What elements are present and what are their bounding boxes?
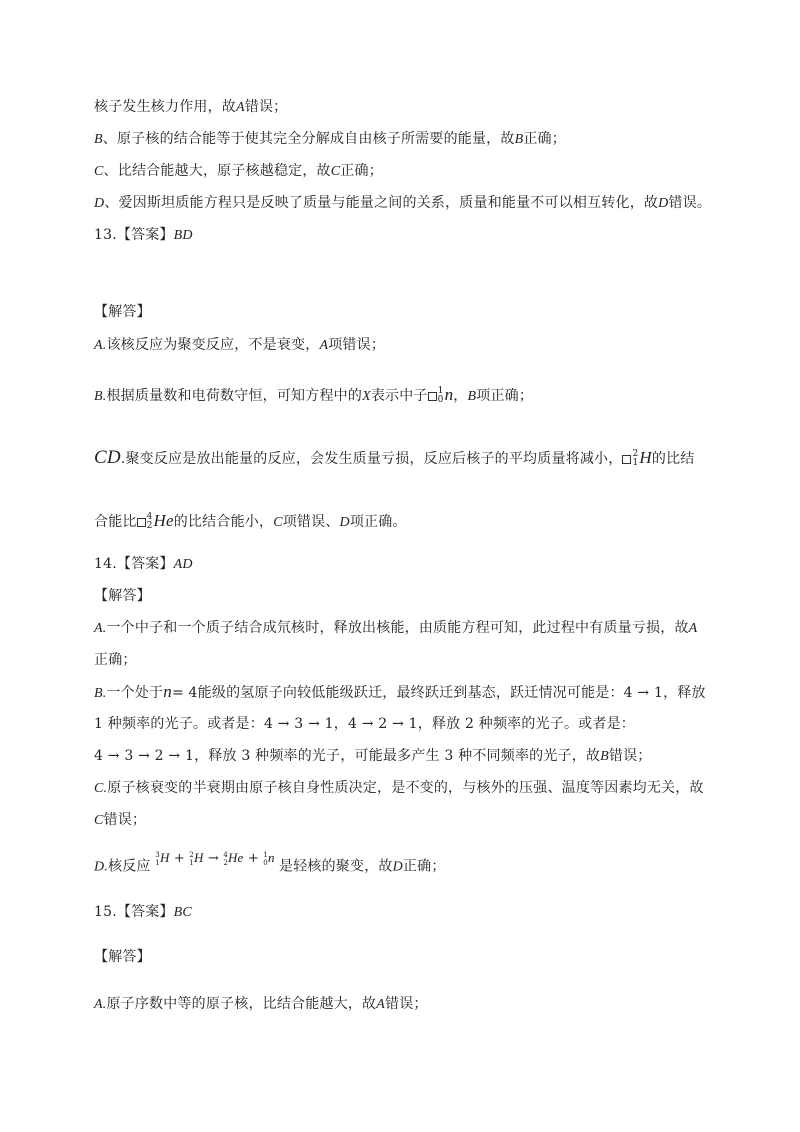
atomic-number: 1 [155, 858, 160, 867]
text: 原子核衰变的半衰期由原子核自身性质决定，是不变的，与核外的压强、温度等因素均无关，故 [107, 780, 704, 796]
text-line [94, 810, 146, 831]
mass-number: 4 [223, 850, 228, 859]
option-letter: A. [94, 338, 107, 353]
text-line [94, 714, 635, 734]
option-letter: B [467, 389, 477, 404]
option-letter: B. [94, 389, 107, 404]
variable: n [163, 682, 172, 701]
text: 、原子核的结合能等于使其完全分解成自由核子所需要的能量，故 [102, 131, 515, 147]
option-letter: B [600, 749, 609, 764]
text: 、爱因斯坦质能方程只是反映了质量与能量之间的关系，质量和能量不可以相互转化，故 [104, 195, 659, 211]
atomic-number: 0 [437, 395, 444, 405]
text-line [94, 682, 706, 704]
text: 原子序数中等的原子核，比结合能越大，故 [106, 996, 377, 1012]
option-letter: A [236, 100, 245, 115]
text: 项正确。 [349, 514, 407, 530]
text: 的比结 [651, 451, 695, 467]
text: ， [453, 388, 468, 404]
element-symbol: H [639, 448, 652, 467]
text-line [94, 335, 385, 356]
text: 错误； [103, 812, 147, 828]
text-line [94, 618, 697, 639]
text: 正确； [523, 131, 566, 147]
option-letter: D [658, 196, 669, 211]
text: 错误； [608, 748, 652, 764]
text: ，释放 [663, 685, 706, 701]
text: 项错误、 [282, 514, 340, 530]
text: 正确； [340, 163, 383, 179]
option-letter: C [273, 515, 283, 530]
placeholder-box-icon [622, 455, 631, 464]
isotope-scripts [632, 450, 638, 468]
transition: 4 → 3 → 1 [263, 716, 334, 732]
text: 核子发生核力作用，故 [94, 99, 236, 115]
text: 是轻核的聚变，故 [279, 858, 393, 875]
text: 合能比 [94, 514, 137, 530]
option-letter: A. [94, 997, 107, 1012]
text: 错误； [385, 996, 428, 1012]
option-letter: A [319, 338, 329, 353]
option-letter: A [376, 997, 386, 1012]
text: 核反应 [108, 858, 151, 875]
text-line [94, 129, 566, 150]
text-line [94, 850, 446, 878]
equation: = 4 [171, 685, 198, 701]
text: 根据质量数和电荷数守恒，可知方程中的 [106, 388, 363, 404]
text-line [94, 511, 407, 533]
option-letter: D [392, 859, 403, 875]
solution-heading [94, 947, 151, 967]
placeholder-box-icon [428, 392, 437, 401]
transition: 4 → 2 → 1 [347, 716, 418, 732]
mass-number: 4 [146, 512, 153, 522]
element-symbol: n [267, 850, 275, 865]
answer-value: AD [173, 557, 193, 572]
answer-heading-13 [94, 225, 193, 246]
text-line [94, 994, 428, 1015]
transition: 4 → 1 [623, 685, 664, 701]
atomic-number: 1 [632, 458, 639, 468]
option-letter: B [94, 132, 103, 147]
answer-label: 15.【答案】 [94, 904, 174, 920]
atomic-number: 0 [263, 858, 268, 867]
text-line [94, 650, 137, 670]
option-letter: B. [94, 686, 107, 701]
text: 项错误； [328, 337, 386, 353]
text: ， [333, 716, 348, 732]
option-letter: C [330, 164, 341, 179]
text: 项正确； [476, 388, 534, 404]
answer-label: 13.【答案】 [94, 227, 174, 243]
text: 错误。 [668, 195, 712, 211]
option-letter: C [94, 813, 104, 828]
option-letter: CD [94, 447, 121, 468]
nuclear-equation: 3 1 H + 2 1 H → 4 2 He + 1 0 n [155, 850, 275, 867]
element-symbol: H [159, 850, 170, 865]
option-letter: C. [94, 781, 108, 796]
transition: 4 → 3 → 2 → 1 [94, 748, 195, 764]
option-letter: C [94, 164, 104, 179]
answer-heading-15 [94, 902, 192, 923]
text-line [94, 161, 383, 182]
placeholder-box-icon [137, 518, 146, 527]
text: 1 种频率的光子。或者是： [94, 716, 264, 732]
text: 的比结合能小， [173, 514, 274, 530]
mass-number: 1 [437, 386, 444, 396]
atomic-number: 1 [189, 858, 194, 867]
text-line [94, 385, 533, 407]
text-line [94, 448, 694, 469]
option-letter: A [688, 621, 698, 636]
element-symbol: n [444, 385, 454, 404]
text-line [94, 746, 652, 767]
mass-number: 2 [189, 850, 194, 859]
option-letter: D. [94, 859, 109, 875]
element-symbol: He [153, 511, 174, 530]
isotope-scripts [147, 513, 153, 531]
text: 一个处于 [106, 685, 164, 701]
text: .聚变反应是放出能量的反应，会发生质量亏损，反应后核子的平均质量将减小， [120, 451, 623, 467]
atomic-number: 2 [146, 521, 153, 531]
text-line [94, 193, 711, 214]
text: 正确； [94, 652, 137, 668]
text-line [94, 97, 287, 118]
text: ，释放 3 种频率的光子，可能最多产生 3 种不同频率的光子，故 [194, 748, 601, 764]
option-letter: D [339, 515, 350, 530]
text: 、比结合能越大，原子核越稳定，故 [103, 163, 331, 179]
answer-value: BC [173, 905, 192, 920]
answer-heading-14 [94, 554, 193, 575]
text: 表示中子 [370, 388, 428, 404]
text: 【解答】 [94, 588, 151, 604]
text: 该核反应为聚变反应，不是衰变， [106, 337, 320, 353]
isotope-scripts [438, 387, 444, 405]
option-letter: B [514, 132, 524, 147]
variable: X [362, 389, 371, 404]
solution-heading [94, 586, 151, 606]
text: ，释放 2 种频率的光子。或者是： [417, 716, 635, 732]
option-letter: D [94, 196, 105, 211]
text: 一个中子和一个质子结合成氘核时，释放出核能，由质能方程可知，此过程中有质量亏损，故 [106, 620, 689, 636]
mass-number: 2 [632, 449, 639, 459]
answer-value: BD [173, 228, 193, 243]
atomic-number: 2 [223, 858, 228, 867]
option-letter: A. [94, 621, 107, 636]
text: 正确； [402, 858, 446, 875]
text: 【解答】 [94, 949, 151, 965]
mass-number: 3 [155, 850, 160, 859]
answer-label: 14.【答案】 [94, 556, 174, 572]
mass-number: 1 [263, 850, 268, 859]
text: 【解答】 [94, 304, 151, 320]
element-symbol: He [227, 850, 244, 865]
solution-heading [94, 302, 151, 322]
text-line [94, 778, 704, 799]
element-symbol: H [193, 850, 204, 865]
text: 错误； [244, 99, 288, 115]
text: 能级的氢原子向较低能级跃迁，最终跃迁到基态，跃迁情况可能是： [197, 685, 624, 701]
